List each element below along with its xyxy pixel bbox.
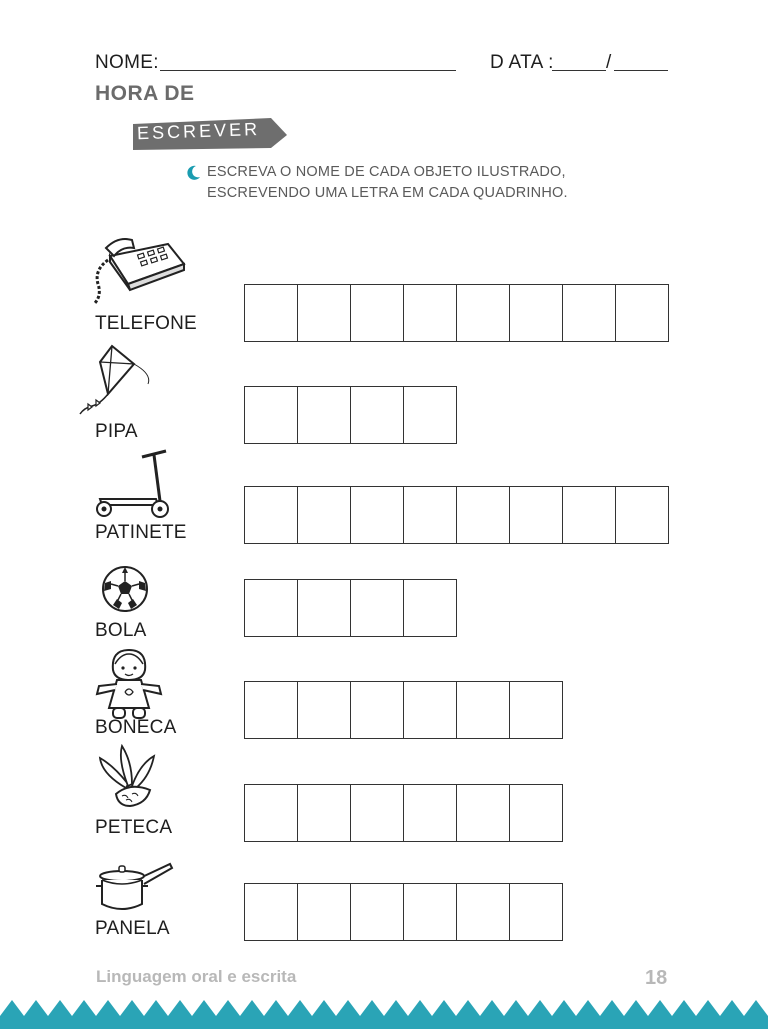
item-label-bola: BOLA <box>95 620 147 641</box>
shuttlecock-icon <box>96 744 162 810</box>
letter-box[interactable] <box>457 486 510 544</box>
letter-box[interactable] <box>298 883 351 941</box>
letter-box[interactable] <box>404 486 457 544</box>
moon-bullet-icon <box>185 165 201 181</box>
scooter-icon <box>90 447 180 523</box>
letter-box[interactable] <box>298 486 351 544</box>
letter-box[interactable] <box>245 681 298 739</box>
date-label: D ATA : <box>490 52 554 73</box>
letter-box[interactable] <box>351 681 404 739</box>
letter-box[interactable] <box>457 883 510 941</box>
letter-box[interactable] <box>404 386 457 444</box>
date-day-field[interactable] <box>552 70 606 71</box>
letter-boxes-panela <box>244 883 563 941</box>
letter-box[interactable] <box>298 284 351 342</box>
item-label-pipa: PIPA <box>95 421 138 442</box>
letter-box[interactable] <box>351 883 404 941</box>
item-label-panela: PANELA <box>95 918 170 939</box>
letter-boxes-boneca <box>244 681 563 739</box>
item-label-peteca: PETECA <box>95 817 173 838</box>
letter-box[interactable] <box>245 486 298 544</box>
letter-box[interactable] <box>616 284 669 342</box>
letter-box[interactable] <box>245 579 298 637</box>
letter-box[interactable] <box>563 486 616 544</box>
banner-label: ESCREVER <box>136 118 261 144</box>
letter-box[interactable] <box>457 284 510 342</box>
letter-box[interactable] <box>404 284 457 342</box>
letter-box[interactable] <box>351 784 404 842</box>
letter-box[interactable] <box>510 784 563 842</box>
letter-box[interactable] <box>510 883 563 941</box>
letter-boxes-telefone <box>244 284 669 342</box>
letter-boxes-peteca <box>244 784 563 842</box>
letter-box[interactable] <box>245 784 298 842</box>
item-label-telefone: TELEFONE <box>95 313 197 334</box>
letter-box[interactable] <box>510 681 563 739</box>
letter-box[interactable] <box>404 579 457 637</box>
letter-box[interactable] <box>616 486 669 544</box>
instruction-line-1: ESCREVA O NOME DE CADA OBJETO ILUSTRADO, <box>207 164 566 180</box>
page-number: 18 <box>645 967 668 989</box>
letter-box[interactable] <box>563 284 616 342</box>
letter-boxes-pipa <box>244 386 457 444</box>
letter-box[interactable] <box>245 386 298 444</box>
letter-box[interactable] <box>404 681 457 739</box>
letter-box[interactable] <box>298 386 351 444</box>
letter-box[interactable] <box>404 883 457 941</box>
date-separator: / <box>606 52 612 73</box>
letter-box[interactable] <box>351 579 404 637</box>
letter-box[interactable] <box>298 579 351 637</box>
soccer-ball-icon <box>101 565 149 613</box>
letter-box[interactable] <box>457 681 510 739</box>
footer-section-label: Linguagem oral e escrita <box>96 967 297 986</box>
name-label: NOME: <box>95 52 159 73</box>
letter-box[interactable] <box>245 883 298 941</box>
pot-icon <box>94 858 174 916</box>
letter-box[interactable] <box>351 386 404 444</box>
letter-box[interactable] <box>298 681 351 739</box>
letter-box[interactable] <box>457 784 510 842</box>
instruction-line-2: ESCREVENDO UMA LETRA EM CADA QUADRINHO. <box>207 185 568 201</box>
letter-box[interactable] <box>510 284 563 342</box>
telephone-icon <box>88 234 188 310</box>
letter-box[interactable] <box>510 486 563 544</box>
letter-box[interactable] <box>298 784 351 842</box>
letter-box[interactable] <box>404 784 457 842</box>
letter-box[interactable] <box>245 284 298 342</box>
letter-box[interactable] <box>351 486 404 544</box>
wave-border <box>0 996 768 1029</box>
letter-boxes-patinete <box>244 486 669 544</box>
name-field[interactable] <box>160 70 456 71</box>
doll-icon <box>93 646 165 722</box>
item-label-patinete: PATINETE <box>95 522 187 543</box>
section-title: HORA DE <box>95 82 195 105</box>
letter-box[interactable] <box>351 284 404 342</box>
date-month-field[interactable] <box>614 70 668 71</box>
letter-boxes-bola <box>244 579 457 637</box>
kite-icon <box>72 344 162 420</box>
item-label-boneca: BONECA <box>95 717 177 738</box>
